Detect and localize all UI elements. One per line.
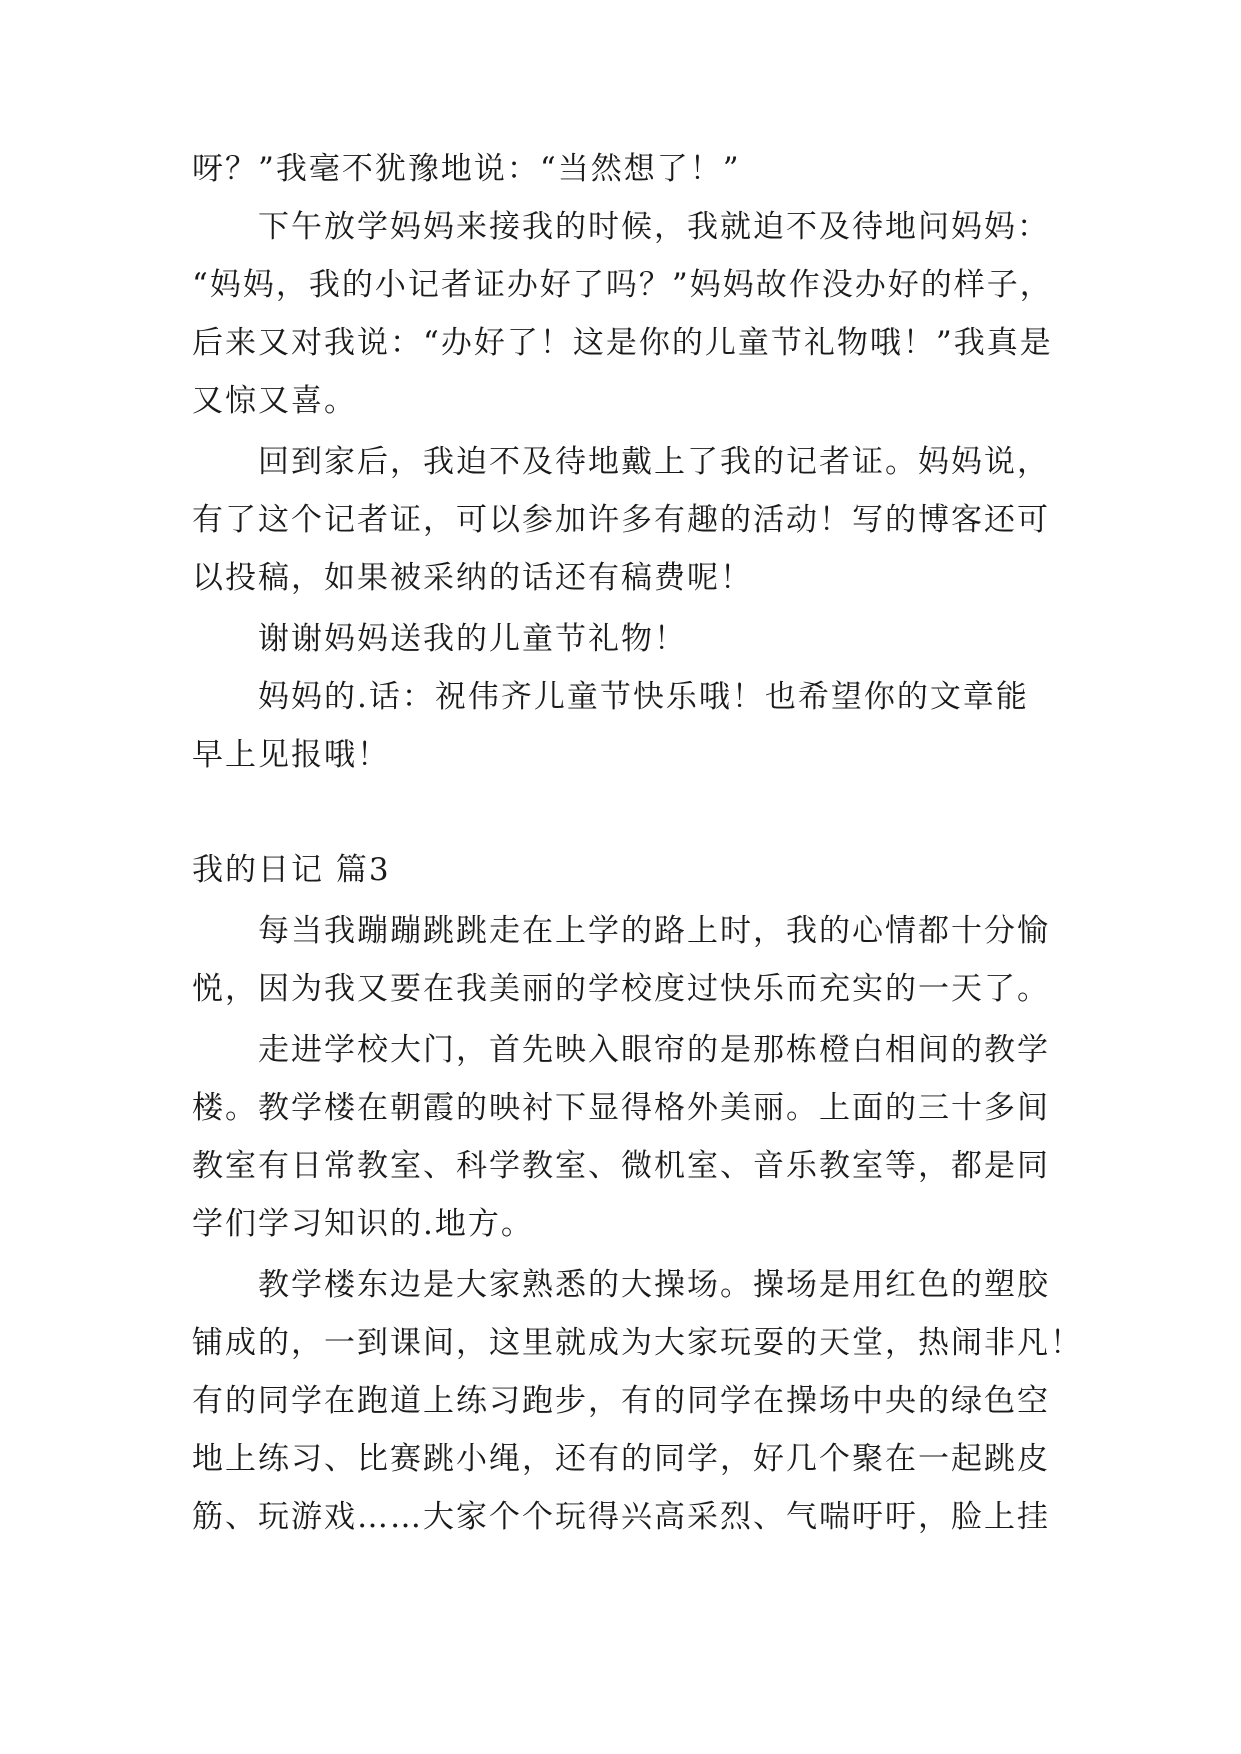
text-line: 走进学校大门，首先映入眼帘的是那栋橙白相间的教学	[258, 1032, 1050, 1068]
text-line: 悦，因为我又要在我美丽的学校度过快乐而充实的一天了。	[192, 971, 1050, 1007]
text-line: 妈妈的.话：祝伟齐儿童节快乐哦！也希望你的文章能	[258, 679, 1029, 715]
text-line: 每当我蹦蹦跳跳走在上学的路上时，我的心情都十分愉	[258, 913, 1050, 949]
text-line: 下午放学妈妈来接我的时候，我就迫不及待地问妈妈：	[258, 209, 1050, 245]
text-line: 早上见报哦！	[192, 737, 390, 773]
text-line: 铺成的，一到课间，这里就成为大家玩耍的天堂，热闹非凡！	[192, 1325, 1083, 1361]
text-line: 教学楼东边是大家熟悉的大操场。操场是用红色的塑胶	[258, 1267, 1050, 1303]
text-line: 教室有日常教室、科学教室、微机室、音乐教室等，都是同	[192, 1148, 1050, 1184]
text-line: 以投稿，如果被采纳的话还有稿费呢！	[192, 560, 753, 596]
text-line: 楼。教学楼在朝霞的映衬下显得格外美丽。上面的三十多间	[192, 1090, 1050, 1126]
text-line: 呀？”我毫不犹豫地说：“当然想了！”	[192, 151, 741, 187]
text-line: 有的同学在跑道上练习跑步，有的同学在操场中央的绿色空	[192, 1383, 1050, 1419]
section-heading: 我的日记 篇3	[192, 852, 391, 888]
text-line: “妈妈，我的小记者证办好了吗？”妈妈故作没办好的样子，	[192, 267, 1053, 303]
text-line: 回到家后，我迫不及待地戴上了我的记者证。妈妈说，	[258, 444, 1050, 480]
text-line: 谢谢妈妈送我的儿童节礼物！	[258, 621, 687, 657]
text-line: 筋、玩游戏……大家个个玩得兴高采烈、气喘吁吁，脸上挂	[192, 1499, 1050, 1535]
text-line: 又惊又喜。	[192, 383, 357, 419]
text-line: 地上练习、比赛跳小绳，还有的同学，好几个聚在一起跳皮	[192, 1441, 1050, 1477]
text-line: 后来又对我说：“办好了！这是你的儿童节礼物哦！”我真是	[192, 325, 1053, 361]
text-line: 学们学习知识的.地方。	[192, 1206, 534, 1242]
text-line: 有了这个记者证，可以参加许多有趣的活动！写的博客还可	[192, 502, 1050, 538]
